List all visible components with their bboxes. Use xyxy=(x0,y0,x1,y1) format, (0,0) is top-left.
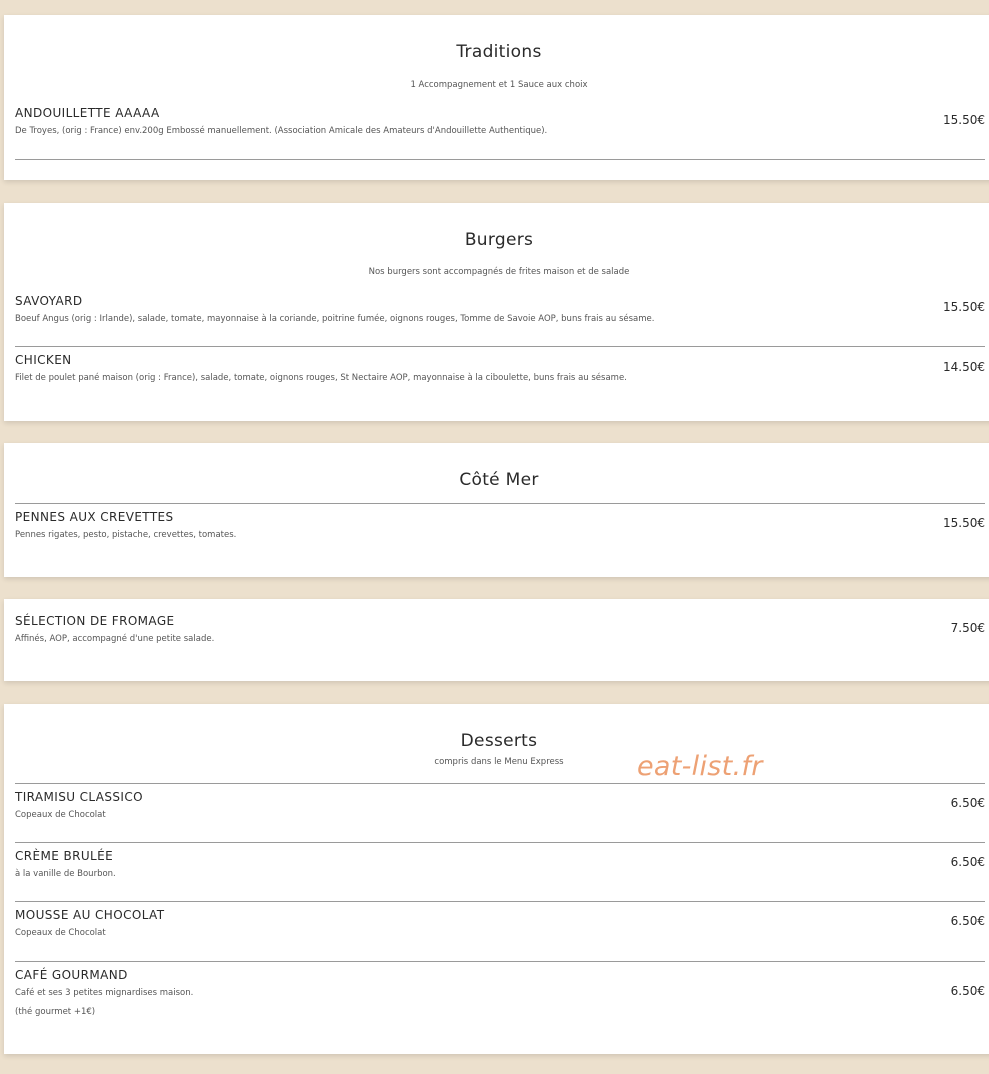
menu-item-price: 14.50€ xyxy=(943,360,985,374)
menu-item-name: CAFÉ GOURMAND xyxy=(15,968,128,982)
menu-item-name: SAVOYARD xyxy=(15,294,83,308)
menu-item-name: ANDOUILLETTE AAAAA xyxy=(15,106,160,120)
menu-item-description: Boeuf Angus (orig : Irlande), salade, tomate, mayonnaise à la coriande, poitrine fumée, oignons rouges, Tomme de Savoie AOP, buns frais au sésame. xyxy=(15,314,655,324)
menu-item-note: (thé gourmet +1€) xyxy=(15,1007,96,1017)
divider xyxy=(15,901,985,902)
section-subtitle: 1 Accompagnement et 1 Sauce aux choix xyxy=(410,80,588,90)
menu-item-price: 6.50€ xyxy=(950,855,985,869)
menu-item-price: 15.50€ xyxy=(943,300,985,314)
divider xyxy=(15,783,985,784)
menu-item-price: 15.50€ xyxy=(943,516,985,530)
menu-item-name: SÉLECTION DE FROMAGE xyxy=(15,614,175,628)
section-title: Desserts xyxy=(460,731,538,751)
menu-item-price: 7.50€ xyxy=(950,621,985,635)
divider xyxy=(15,842,985,843)
section-subtitle: Nos burgers sont accompagnés de frites maison et de salade xyxy=(368,267,630,277)
menu-item-description: Filet de poulet pané maison (orig : France), salade, tomate, oignons rouges, St Nectaire AOP, mayonnaise à la ciboulette, buns frais au sésame. xyxy=(15,373,627,383)
divider xyxy=(15,159,985,160)
menu-item-description: à la vanille de Bourbon. xyxy=(15,869,116,879)
menu-item-description: Copeaux de Chocolat xyxy=(15,928,106,938)
menu-item-price: 6.50€ xyxy=(950,796,985,810)
divider xyxy=(15,346,985,347)
menu-item-price: 15.50€ xyxy=(943,113,985,127)
menu-item-name: CHICKEN xyxy=(15,353,72,367)
menu-item-description: Affinés, AOP, accompagné d'une petite salade. xyxy=(15,634,215,644)
menu-item-name: MOUSSE AU CHOCOLAT xyxy=(15,908,165,922)
section-cote-mer xyxy=(4,443,989,577)
divider xyxy=(15,503,985,504)
watermark: eat-list.fr xyxy=(637,751,763,782)
menu-item-price: 6.50€ xyxy=(950,984,985,998)
menu-item-description: Copeaux de Chocolat xyxy=(15,810,106,820)
section-subtitle: compris dans le Menu Express xyxy=(434,757,564,767)
menu-item-description: Café et ses 3 petites mignardises maison. xyxy=(15,988,194,998)
section-title: Côté Mer xyxy=(459,470,539,490)
menu-item-name: TIRAMISU CLASSICO xyxy=(15,790,143,804)
section-title: Traditions xyxy=(456,42,542,62)
section-desserts xyxy=(4,704,989,1054)
section-title: Burgers xyxy=(464,230,534,250)
section-traditions xyxy=(4,15,989,180)
menu-item-description: De Troyes, (orig : France) env.200g Embossé manuellement. (Association Amicale des Amateurs d'Andouillette Authentique). xyxy=(15,126,548,136)
section-burgers xyxy=(4,203,989,421)
menu-item-name: CRÈME BRULÉE xyxy=(15,849,114,863)
menu-item-price: 6.50€ xyxy=(950,914,985,928)
menu-item-name: PENNES AUX CREVETTES xyxy=(15,510,174,524)
section-fromage xyxy=(4,599,989,681)
menu-item-description: Pennes rigates, pesto, pistache, crevettes, tomates. xyxy=(15,530,237,540)
divider xyxy=(15,961,985,962)
